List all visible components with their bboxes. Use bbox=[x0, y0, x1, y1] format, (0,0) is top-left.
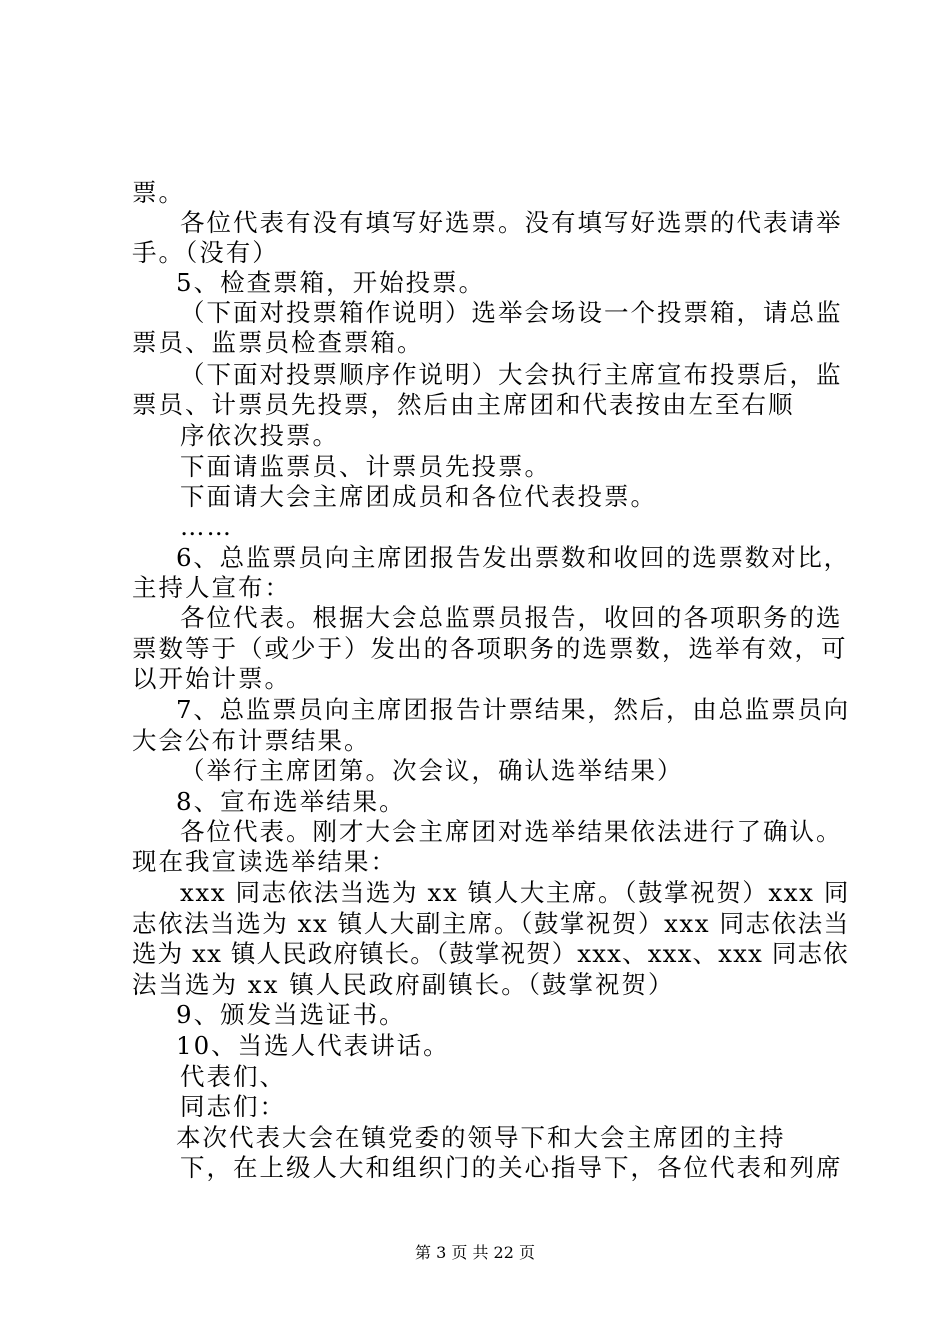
text-line: 手。（没有） bbox=[132, 238, 279, 267]
text-line: 志依法当选为 xx 镇人大副主席。（鼓掌祝贺）xxx 同志依法当 bbox=[132, 909, 850, 938]
text-line: 法当选为 xx 镇人民政府副镇长。（鼓掌祝贺） bbox=[132, 970, 675, 999]
text-line: 7、总监票员向主席团报告计票结果，然后，由总监票员向 bbox=[176, 695, 850, 724]
text-line: 各位代表有没有填写好选票。没有填写好选票的代表请举 bbox=[180, 208, 843, 237]
text-line: …… bbox=[180, 512, 233, 541]
text-line: 票员、监票员检查票箱。 bbox=[132, 328, 424, 357]
text-line: 下面请大会主席团成员和各位代表投票。 bbox=[180, 482, 657, 511]
text-line: xxx 同志依法当选为 xx 镇人大主席。（鼓掌祝贺）xxx 同 bbox=[180, 878, 851, 907]
text-line: 10、当选人代表讲话。 bbox=[176, 1031, 450, 1060]
text-line: 5、检查票箱，开始投票。 bbox=[176, 268, 486, 297]
text-line: 同志们： bbox=[180, 1092, 286, 1121]
text-line: 票。 bbox=[132, 178, 185, 207]
text-line: 下，在上级人大和组织门的关心指导下，各位代表和列席 bbox=[180, 1153, 843, 1182]
text-line: 代表们、 bbox=[180, 1062, 286, 1091]
text-line: （下面对投票顺序作说明）大会执行主席宣布投票后，监 bbox=[180, 360, 843, 389]
text-line: 各位代表。根据大会总监票员报告，收回的各项职务的选 bbox=[180, 603, 843, 632]
text-line: 序依次投票。 bbox=[180, 421, 339, 450]
text-line: 6、总监票员向主席团报告发出票数和收回的选票数对比， bbox=[176, 543, 850, 572]
text-line: 以开始计票。 bbox=[132, 664, 291, 693]
text-line: 票员、计票员先投票，然后由主席团和代表按由左至右顺 bbox=[132, 390, 795, 419]
text-line: 选为 xx 镇人民政府镇长。（鼓掌祝贺）xxx、xxx、xxx 同志依 bbox=[132, 939, 849, 968]
text-line: 本次代表大会在镇党委的领导下和大会主席团的主持 bbox=[176, 1123, 786, 1152]
page-number-footer: 第 3 页 共 22 页 bbox=[415, 1243, 535, 1262]
text-line: 各位代表。刚才大会主席团对选举结果依法进行了确认。 bbox=[180, 817, 843, 846]
text-line: 现在我宣读选举结果： bbox=[132, 847, 397, 876]
text-line: （下面对投票箱作说明）选举会场设一个投票箱，请总监 bbox=[180, 298, 843, 327]
text-line: 8、宣布选举结果。 bbox=[176, 787, 406, 816]
text-line: 大会公布计票结果。 bbox=[132, 726, 371, 755]
text-line: 下面请监票员、计票员先投票。 bbox=[180, 452, 551, 481]
text-line: 主持人宣布： bbox=[132, 573, 291, 602]
text-line: 票数等于（或少于）发出的各项职务的选票数，选举有效，可 bbox=[132, 634, 848, 663]
text-line: 9、颁发当选证书。 bbox=[176, 1000, 406, 1029]
text-line: （举行主席团第。次会议，确认选举结果） bbox=[180, 756, 684, 785]
